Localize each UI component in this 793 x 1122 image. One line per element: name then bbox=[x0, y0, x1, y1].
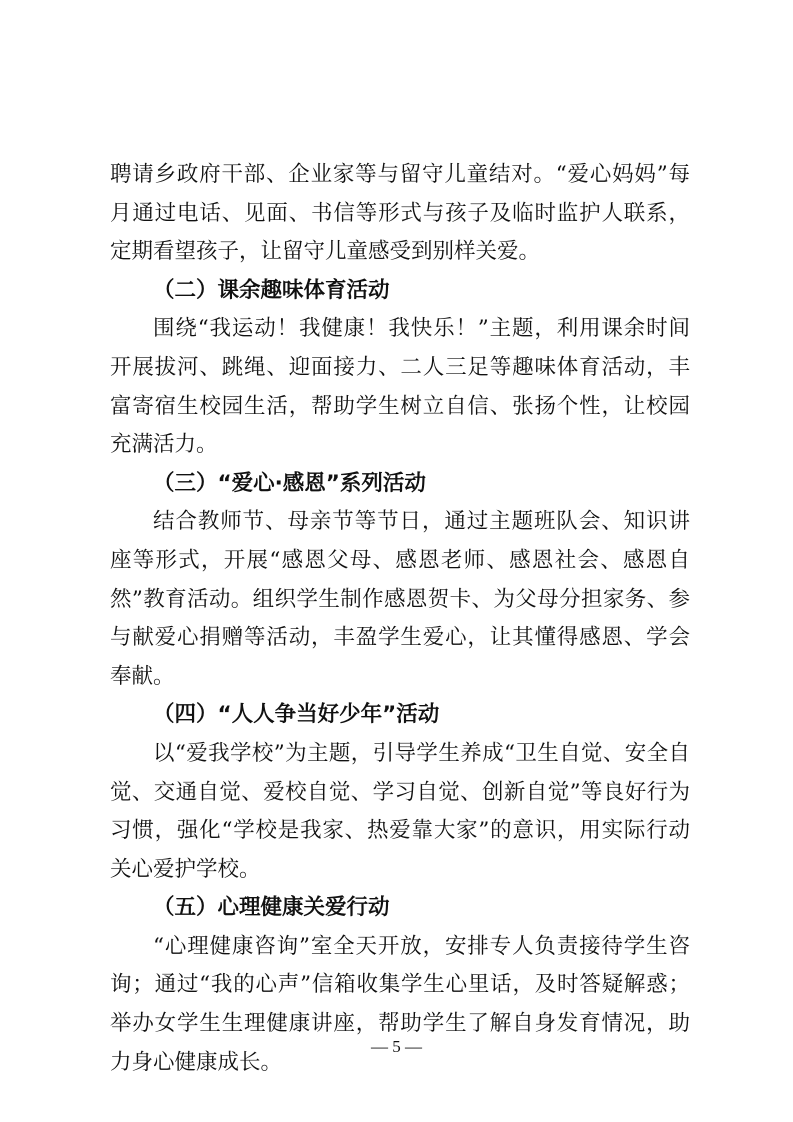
section-heading-2: （二）课余趣味体育活动 bbox=[153, 277, 390, 303]
paragraph-sports: 围绕“我运动！我健康！我快乐！”主题，利用课余时间开展拔河、跳绳、迎面接力、二人三足等趣味体育活动，丰富寄宿生校园生活，帮助学生树立自信、张扬个性，让校园充满活力。 bbox=[110, 316, 690, 458]
paragraph-continuation: 聘请乡政府干部、企业家等与留守儿童结对。“爱心妈妈”每月通过电话、见面、书信等形式与孩子及临时监护人联系，定期看望孩子，让留守儿童感受到别样关爱。 bbox=[110, 162, 690, 265]
section-heading-5: （五）心理健康关爱行动 bbox=[153, 895, 390, 921]
paragraph-gratitude: 结合教师节、母亲节等节日，通过主题班队会、知识讲座等形式，开展“感恩父母、感恩老师、感恩社会、感恩自然”教育活动。组织学生制作感恩贺卡、为父母分担家务、参与献爱心捐赠等活动，丰盈学生爱心，让其懂得感恩、学会奉献。 bbox=[110, 509, 690, 689]
page-number: — 5 — bbox=[371, 1037, 422, 1056]
section-heading-4: （四）“人人争当好少年”活动 bbox=[153, 702, 440, 728]
paragraph-mental-health: “心理健康咨询”室全天开放，安排专人负责接待学生咨询；通过“我的心声”信箱收集学生心里话，及时答疑解惑；举办女学生生理健康讲座，帮助学生了解自身发育情况，助力身心健康成长。 bbox=[110, 933, 690, 1075]
document-body bbox=[110, 156, 690, 1082]
section-heading-3: （三）“爱心·感恩”系列活动 bbox=[153, 470, 426, 496]
paragraph-good-youth: 以“爱我学校”为主题，引导学生养成“卫生自觉、安全自觉、交通自觉、爱校自觉、学习自觉、创新自觉”等良好行为习惯，强化“学校是我家、热爱靠大家”的意识，用实际行动关心爱护学校。 bbox=[110, 740, 690, 882]
